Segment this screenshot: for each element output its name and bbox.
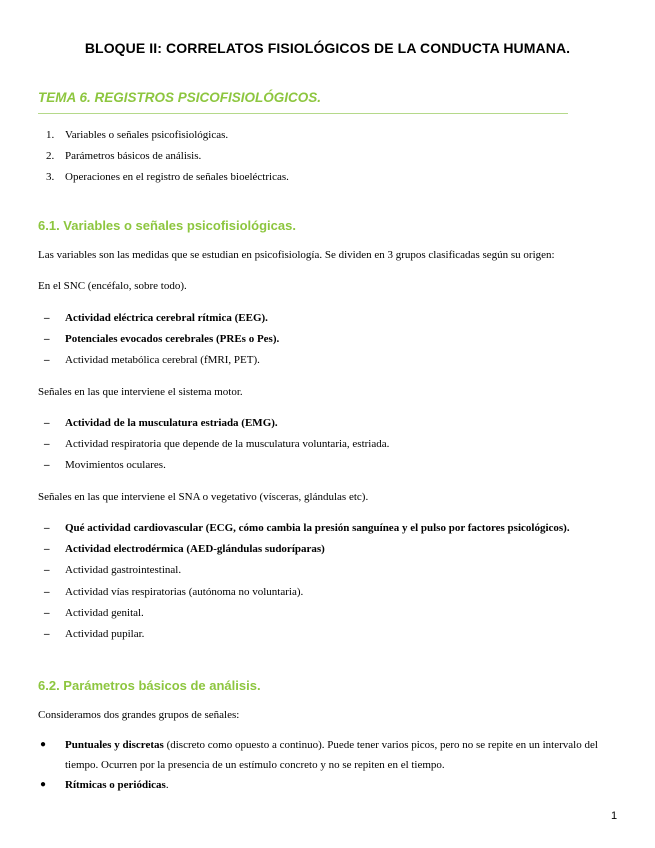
list-item-text: Actividad vías respiratorias (autónoma no voluntaria). (65, 585, 304, 598)
dash-mark: – (44, 459, 50, 472)
page-number: 1 (611, 810, 618, 822)
bullet-mark: ● (40, 739, 47, 750)
dash-mark: – (44, 333, 50, 346)
list-item-text: Actividad gastrointestinal. (65, 564, 182, 577)
tema-divider (38, 113, 568, 114)
dash-mark: – (44, 438, 50, 451)
list-item (44, 354, 279, 375)
dash-mark: – (44, 312, 50, 324)
list-item-text: Actividad pupilar. (65, 627, 145, 640)
list-item-text: Actividad metabólica cerebral (fMRI, PET). (65, 354, 260, 367)
dash-mark: – (44, 354, 50, 367)
list-item-term: Puntuales y discretas (65, 739, 164, 751)
toc-text: Parámetros básicos de análisis. (65, 150, 202, 162)
list-item (44, 522, 570, 543)
toc-text: Variables o señales psicofisiológicas. (65, 129, 229, 141)
list-item (44, 417, 389, 438)
group-label: Señales en las que interviene el sistema motor. (38, 386, 243, 398)
list-item (44, 564, 570, 585)
tema-heading: TEMA 6. REGISTROS PSICOFISIOLÓGICOS. (38, 90, 322, 105)
table-of-contents (46, 129, 289, 192)
dash-list (44, 522, 570, 649)
list-item-text: Actividad de la musculatura estriada (EMG). (65, 417, 278, 429)
section-heading: 6.2. Parámetros básicos de análisis. (38, 678, 261, 693)
list-item (40, 775, 620, 795)
dash-mark: – (44, 543, 50, 556)
section-intro: Consideramos dos grandes grupos de señales: (38, 709, 240, 721)
list-item (44, 459, 389, 480)
document-title: BLOQUE II: CORRELATOS FISIOLÓGICOS DE LA CONDUCTA HUMANA. (84, 40, 571, 56)
dash-list (44, 417, 389, 481)
list-item (44, 607, 570, 628)
dash-mark: – (44, 606, 50, 619)
list-item (40, 735, 620, 775)
list-item (44, 333, 279, 354)
dash-mark: – (44, 522, 50, 534)
dash-mark: – (44, 417, 50, 429)
group-label: Señales en las que interviene el SNA o vegetativo (vísceras, glándulas etc). (38, 491, 369, 503)
list-item (44, 312, 279, 333)
list-item-text: Qué actividad cardiovascular (ECG, cómo cambia la presión sanguínea y el pulso por factores psicológicos). (65, 522, 570, 534)
list-item (44, 628, 570, 649)
toc-text: Operaciones en el registro de señales bioeléctricas. (65, 171, 289, 183)
list-item-text: Actividad eléctrica cerebral rítmica (EEG). (65, 312, 268, 324)
toc-number: 3. (46, 171, 55, 183)
list-item-text: Movimientos oculares. (65, 459, 166, 472)
list-item (44, 543, 570, 564)
bullet-list (40, 735, 620, 795)
dash-mark: – (44, 564, 50, 577)
section-heading: 6.1. Variables o señales psicofisiológicas. (38, 218, 296, 233)
toc-item (46, 150, 289, 171)
list-item-text: Actividad respiratoria que depende de la musculatura voluntaria, estriada. (65, 438, 390, 451)
list-item-description: . (165, 779, 169, 791)
list-item-text (65, 775, 620, 795)
list-item-text (65, 735, 620, 775)
list-item-description: (discreto como opuesto a continuo). Puede tener varios picos, pero no se repite en un intervalo del tiempo. Ocurren por la presencia de un estímulo concreto y no se repiten en el tiempo. (65, 739, 598, 771)
list-item-text: Actividad genital. (65, 606, 144, 619)
toc-item (46, 171, 289, 192)
toc-item (46, 129, 289, 150)
toc-number: 1. (46, 129, 55, 141)
list-item-text: Actividad electrodérmica (AED-glándulas sudoríparas) (65, 543, 325, 556)
dash-mark: – (44, 627, 50, 640)
list-item (44, 438, 389, 459)
list-item (44, 586, 570, 607)
group-label: En el SNC (encéfalo, sobre todo). (38, 280, 187, 292)
section-intro: Las variables son las medidas que se estudian en psicofisiología. Se dividen en 3 grupos clasificadas según su origen: (38, 249, 555, 261)
list-item-term: Rítmicas o periódicas (65, 779, 166, 791)
list-item-text: Potenciales evocados cerebrales (PREs o Pes). (65, 333, 280, 346)
dash-list (44, 312, 279, 376)
dash-mark: – (44, 585, 50, 598)
bullet-mark: ● (40, 779, 47, 790)
toc-number: 2. (46, 150, 55, 162)
